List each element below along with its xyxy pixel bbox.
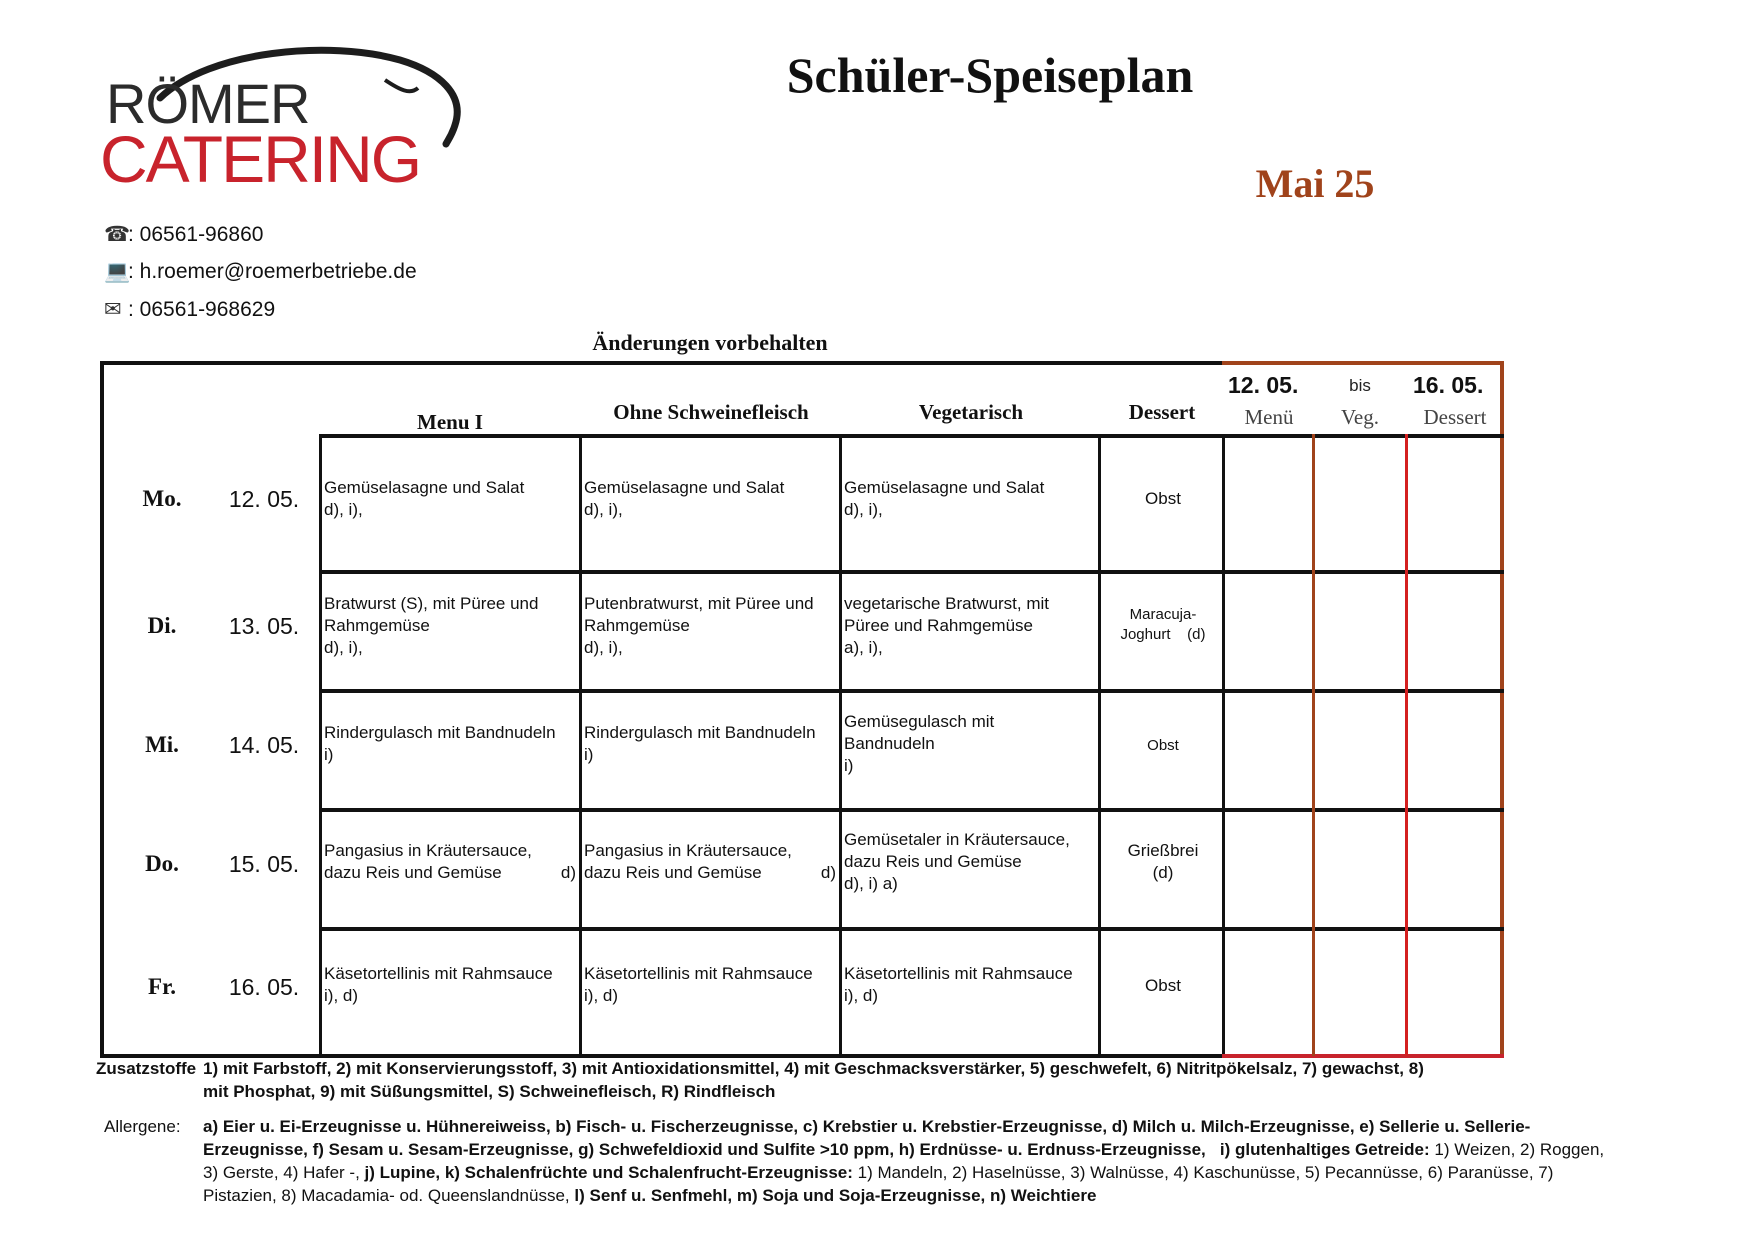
- dessert-cell: [1103, 605, 1223, 645]
- allergen-codes: i), d): [844, 986, 878, 1005]
- menu1-cell: [324, 477, 524, 521]
- dish-name: dazu Reis und Gemüse: [584, 863, 762, 882]
- ohne-cell: [584, 722, 816, 766]
- page-title: Schüler-Speiseplan: [786, 47, 1194, 103]
- allergen-codes: d), i),: [324, 500, 363, 519]
- allergen-codes: i): [324, 745, 334, 764]
- dish-name: dazu Reis und Gemüse: [844, 852, 1022, 871]
- veg-cell: [844, 711, 994, 777]
- dessert-name: Obst: [1145, 489, 1181, 508]
- changes-notice: Änderungen vorbehalten: [592, 330, 828, 355]
- dish-name: Putenbratwurst, mit Püree und: [584, 594, 814, 613]
- allergene-text: [203, 1115, 1743, 1207]
- dish-name: Gemüselasagne und Salat: [844, 478, 1045, 497]
- roemer-catering-logo: [100, 40, 470, 196]
- day-label: Fr.: [148, 974, 176, 999]
- dish-name: Käsetortellinis mit Rahmsauce: [584, 964, 813, 983]
- allergene-bold: l) Senf u. Senfmehl, m) Soja und Soja-Erzeugnisse, n) Weichtiere: [569, 1186, 1097, 1205]
- allergene-bold: Erzeugnisse, f) Sesam u. Sesam-Erzeugnisse, g) Schwefeldioxid und Sulfite >10 ppm, h) Erdnüsse- u. Erdnuss-Erzeugnisse, i) glutenhaltiges Getreide:: [203, 1140, 1430, 1159]
- row-divider: [1222, 689, 1504, 693]
- logo-line1: RÖMER: [106, 72, 310, 135]
- dish-name: Gemüselasagne und Salat: [584, 478, 785, 497]
- header-dessert: Dessert: [1128, 400, 1196, 424]
- col-divider: [839, 434, 842, 1056]
- dish-name: Bandnudeln: [844, 734, 935, 753]
- allergen-codes: i): [584, 745, 594, 764]
- allergene-normal: 1) Mandeln, 2) Haselnüsse, 3) Walnüsse, 4) Kaschunüsse, 5) Pecannüsse, 6) Paranüsse, 7): [852, 1163, 1554, 1182]
- allergene-line: a) Eier u. Ei-Erzeugnisse u. Hühnereiweiss, b) Fisch- u. Fischerzeugnisse, c) Krebstier u. Krebstier-Erzeugnisse, d) Milch u. Milch-Erzeugnisse, e) Sellerie u. Sellerie-: [203, 1117, 1531, 1136]
- header-menu1: Menu I: [417, 410, 483, 434]
- computer-icon: 💻: [104, 260, 131, 283]
- dish-name: Gemüselasagne und Salat: [324, 478, 525, 497]
- ohne-cell: [584, 477, 784, 521]
- row-divider: [320, 927, 1226, 931]
- dessert-name: Maracuja-: [1129, 606, 1197, 623]
- allergen-codes: d), i),: [324, 638, 363, 657]
- col-divider: [319, 434, 322, 1056]
- rating-header-underline: [1222, 434, 1504, 438]
- envelope-icon: ✉: [104, 298, 122, 321]
- dessert-cell: [1103, 975, 1223, 997]
- ohne-cell: [584, 963, 813, 1007]
- allergen-codes: (d): [1152, 863, 1174, 882]
- allergene-label: Allergene:: [104, 1117, 181, 1136]
- col-divider: [579, 434, 582, 1056]
- dish-line: [584, 862, 836, 884]
- dish-name: Gemüsegulasch mit: [844, 712, 995, 731]
- dessert-cell: [1103, 735, 1223, 757]
- zusatzstoffe-label: Zusatzstoffe: [96, 1059, 197, 1078]
- dish-name: dazu Reis und Gemüse: [324, 863, 502, 882]
- allergen-codes: d), i) a): [844, 874, 898, 893]
- ohne-cell: [584, 840, 836, 884]
- fax-number: : 06561-968629: [128, 298, 276, 321]
- dessert-cell: [1103, 840, 1223, 884]
- allergen-codes: d), i),: [844, 500, 883, 519]
- contact-email: [104, 260, 417, 284]
- dessert-name: Grießbrei: [1127, 841, 1199, 860]
- rating-divider-dessert: [1405, 434, 1408, 1056]
- allergen-codes: d): [820, 863, 836, 882]
- email-address[interactable]: : h.roemer@roemerbetriebe.de: [128, 260, 417, 283]
- zusatzstoffe-text: [203, 1057, 1743, 1103]
- date-label: 12. 05.: [228, 486, 300, 512]
- rating-dessert-label: Dessert: [1423, 405, 1487, 429]
- date-label: 15. 05.: [228, 851, 300, 877]
- zusatzstoffe-line: mit Phosphat, 9) mit Süßungsmittel, S) Schweinefleisch, R) Rindfleisch: [203, 1082, 776, 1101]
- row-divider: [320, 570, 1226, 574]
- row-divider: [1222, 808, 1504, 812]
- ohne-cell: [584, 593, 814, 659]
- dish-name: Käsetortellinis mit Rahmsauce: [324, 964, 553, 983]
- date-label: 14. 05.: [228, 732, 300, 758]
- phone-icon: ☎: [104, 223, 131, 246]
- allergen-codes: i), d): [324, 986, 358, 1005]
- allergene-line: [203, 1138, 1743, 1161]
- allergen-codes: d): [560, 863, 576, 882]
- veg-cell: [844, 477, 1044, 521]
- dessert-name: Obst: [1147, 737, 1179, 754]
- allergen-codes: a), i),: [844, 638, 883, 657]
- dish-name: Käsetortellinis mit Rahmsauce: [844, 964, 1073, 983]
- rating-top-border: [1222, 361, 1504, 365]
- allergene-normal: 1) Weizen, 2) Roggen,: [1429, 1140, 1605, 1159]
- allergen-codes: d), i),: [584, 500, 623, 519]
- logo-line2: CATERING: [100, 122, 421, 196]
- menu1-cell: [324, 722, 556, 766]
- menu1-cell: [324, 840, 576, 884]
- dish-name: Rindergulasch mit Bandnudeln: [324, 723, 556, 742]
- allergene-line: [203, 1161, 1743, 1184]
- dish-name: Rahmgemüse: [584, 616, 690, 635]
- dish-name: Pangasius in Kräutersauce,: [324, 841, 532, 860]
- dish-name: Püree und Rahmgemüse: [844, 616, 1034, 635]
- range-bis: bis: [1349, 376, 1371, 395]
- rating-menu-label: Menü: [1244, 405, 1294, 429]
- row-divider: [1222, 570, 1504, 574]
- date-label: 13. 05.: [228, 613, 300, 639]
- phone-number: : 06561-96860: [128, 223, 264, 246]
- dish-name: Rahmgemüse: [324, 616, 430, 635]
- dish-name: vegetarische Bratwurst, mit: [844, 594, 1050, 613]
- dessert-name: Joghurt (d): [1120, 626, 1206, 643]
- dish-name: Bratwurst (S), mit Püree und: [324, 594, 539, 613]
- allergene-bold: j) Lupine, k) Schalenfrüchte und Schalenfrucht-Erzeugnisse:: [359, 1163, 853, 1182]
- contact-phone: [104, 222, 263, 247]
- month-label: Mai 25: [1255, 161, 1375, 206]
- table-left-border: [100, 361, 104, 1058]
- day-label: Mi.: [145, 732, 179, 757]
- row-divider: [320, 808, 1226, 812]
- header-ohne-schweinefleisch: Ohne Schweinefleisch: [613, 400, 809, 424]
- row-divider: [320, 689, 1226, 693]
- dish-name: Pangasius in Kräutersauce,: [584, 841, 792, 860]
- allergen-codes: i), d): [584, 986, 618, 1005]
- contact-fax: [104, 297, 275, 322]
- range-to: 16. 05.: [1413, 372, 1484, 398]
- allergen-codes: d), i),: [584, 638, 623, 657]
- veg-cell: [844, 963, 1073, 1007]
- menu1-cell: [324, 963, 553, 1007]
- dish-name: Gemüsetaler in Kräutersauce,: [844, 830, 1070, 849]
- veg-cell: [844, 829, 1070, 895]
- day-label: Di.: [147, 613, 177, 638]
- allergene-normal: 3) Gerste, 4) Hafer -,: [203, 1163, 360, 1182]
- allergen-codes: i): [844, 756, 854, 775]
- row-divider: [1222, 927, 1504, 931]
- zusatzstoffe-line: 1) mit Farbstoff, 2) mit Konservierungsstoff, 3) mit Antioxidationsmittel, 4) mit Geschmacksverstärker, 5) geschwefelt, 6) Nitritpökelsalz, 7) gewachst, 8): [203, 1059, 1424, 1078]
- day-label: Do.: [145, 851, 179, 876]
- dessert-name: Obst: [1145, 976, 1181, 995]
- dish-name: Rindergulasch mit Bandnudeln: [584, 723, 816, 742]
- dish-line: [324, 862, 576, 884]
- rating-divider-veg: [1312, 434, 1315, 1056]
- dessert-cell: [1103, 488, 1223, 510]
- veg-cell: [844, 593, 1049, 659]
- date-label: 16. 05.: [228, 974, 300, 1000]
- col-divider: [1098, 434, 1101, 1056]
- allergene-line: [203, 1184, 1743, 1207]
- rating-right-border: [1500, 361, 1504, 1058]
- day-label: Mo.: [142, 486, 182, 511]
- range-from: 12. 05.: [1228, 372, 1299, 398]
- rating-veg-label: Veg.: [1341, 405, 1379, 429]
- table-top-border: [100, 361, 1226, 365]
- allergene-normal: Pistazien, 8) Macadamia- od. Queenslandnüsse,: [203, 1186, 570, 1205]
- header-vegetarisch: Vegetarisch: [918, 400, 1024, 424]
- menu1-cell: [324, 593, 538, 659]
